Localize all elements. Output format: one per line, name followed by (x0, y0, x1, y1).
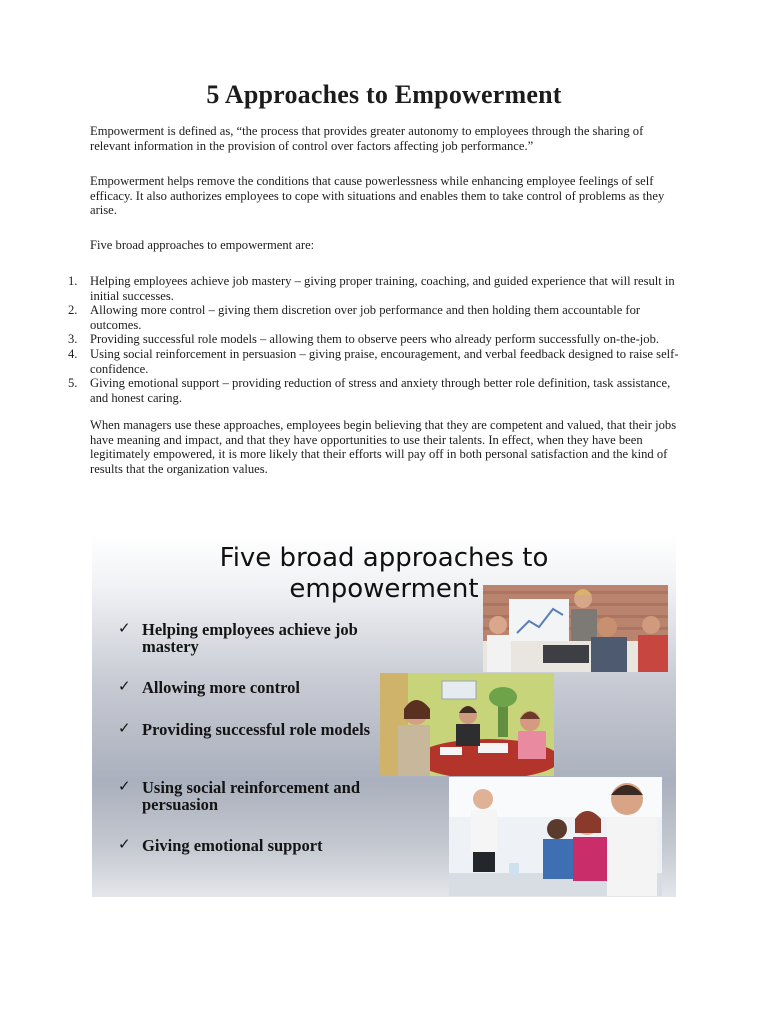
checkmark-icon: ✓ (118, 677, 131, 695)
conclusion-paragraph (90, 418, 682, 476)
team-meeting-photo (483, 585, 668, 672)
approach-text: Helping employees achieve job mastery – giving proper training, coaching, and guided experience that will result in initial successes. (90, 274, 675, 303)
approach-number: 3. (68, 332, 78, 347)
slide-title-line-2: empowerment (289, 574, 479, 604)
checkmark-icon: ✓ (118, 619, 131, 637)
conclusion-text: When managers use these approaches, employees begin believing that they are competent and valued, that their jobs have meaning and impact, and that they have opportunities to use their talents. In effect, when they have been legitimately empowered, it is more likely that their efforts will pay off in both personal satisfaction and the kind of results that the organization values. (90, 418, 677, 476)
office-meeting-photo (380, 673, 554, 776)
document-title: 5 Approaches to Empowerment (206, 80, 562, 109)
approach-number: 2. (68, 303, 78, 318)
slide-title-line-1: Five broad approaches to (219, 543, 549, 573)
slide-bullet (118, 721, 412, 738)
slide-bullet (118, 621, 412, 655)
empowerment-slide-image (92, 535, 676, 897)
slide-bullet (118, 837, 412, 854)
definition-text: Empowerment is defined as, “the process that provides greater autonomy to employees through the sharing of relevant information in the provision of control over factors affecting job performance.” (90, 124, 644, 153)
checkmark-icon: ✓ (118, 777, 131, 795)
helps-text: Empowerment helps remove the conditions that cause powerlessness while enhancing employee feelings of self efficacy. It also authorizes employees to cope with situations and enables them to take control of problems as they arise. (90, 174, 665, 218)
definition-paragraph (90, 124, 682, 153)
slide-bullet-text: Allowing more control (142, 678, 300, 697)
approach-text: Providing successful role models – allowing them to observe peers who already perform successfully on-the-job. (90, 332, 660, 347)
slide-bullet (118, 779, 412, 813)
approach-item-1 (60, 274, 682, 303)
presentation-photo (449, 777, 662, 896)
approach-item-3 (60, 332, 682, 347)
slide-bullet-text: Helping employees achieve job mastery (142, 620, 358, 656)
approach-item-4 (60, 347, 682, 376)
slide-bullet-text: Giving emotional support (142, 836, 323, 855)
approach-number: 5. (68, 376, 78, 391)
slide-bullet-text: Using social reinforcement and persuasion (142, 778, 361, 814)
approaches-list (60, 274, 682, 405)
approach-number: 4. (68, 346, 78, 361)
approach-number: 1. (68, 274, 78, 288)
intro-paragraph (90, 238, 682, 253)
helps-paragraph (90, 174, 682, 218)
approach-text: Giving emotional support – providing reduction of stress and anxiety through better role definition, task assistance, and honest caring. (90, 376, 671, 405)
slide-bullet-text: Providing successful role models (142, 720, 371, 739)
approach-text: Using social reinforcement in persuasion – giving praise, encouragement, and verbal feedback designed to raise self-confidence. (90, 346, 679, 376)
approach-text: Allowing more control – giving them discretion over job performance and then holding them accountable for outcomes. (90, 303, 641, 332)
approach-item-2 (60, 303, 682, 332)
intro-text: Five broad approaches to empowerment are: (90, 238, 315, 252)
approach-item-5 (60, 376, 682, 405)
slide-bullet (118, 679, 412, 696)
checkmark-icon: ✓ (118, 719, 131, 737)
checkmark-icon: ✓ (118, 835, 131, 853)
